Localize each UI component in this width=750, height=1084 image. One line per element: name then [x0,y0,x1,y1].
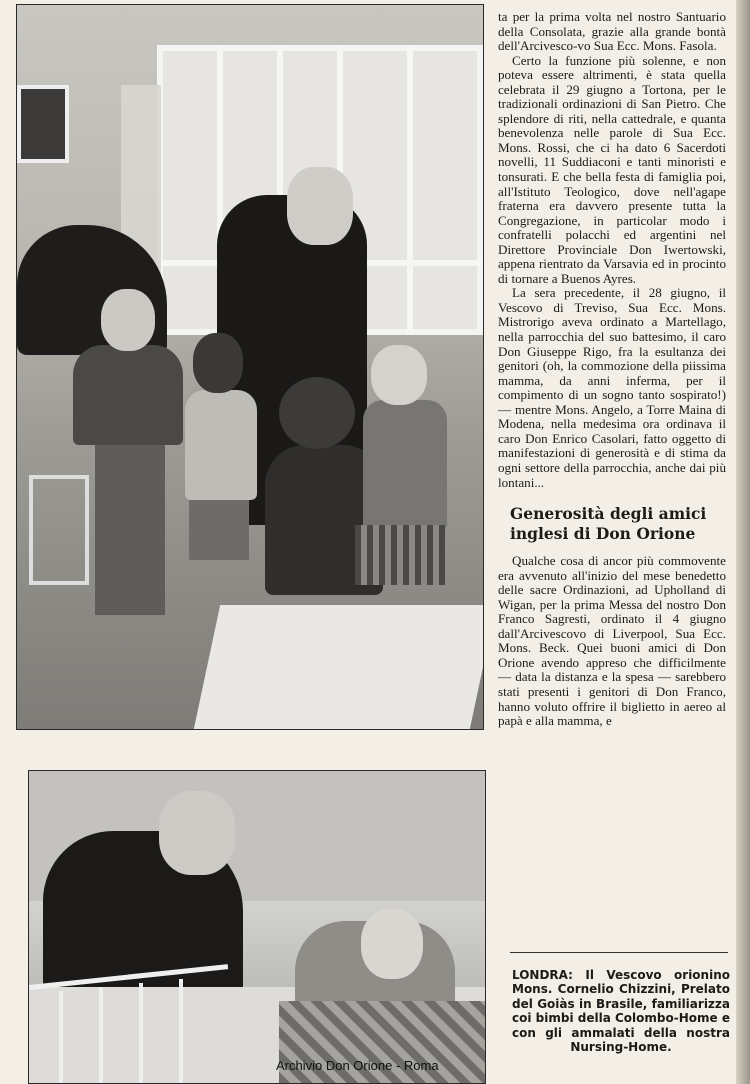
photo-bishop-with-patient [28,770,486,1084]
page-edge-shadow [736,0,750,1084]
photo-bishop-with-children [16,4,484,730]
article-paragraph: Qualche cosa di ancor più commovente era avvenuto all'inizio del mese benedetto delle sacre Ordinazioni, ad Upholland di Wigan, per la prima Messa del nostro Don Franco Sagresti, ordinato il 4 giugno dall'Arcivescovo di Liverpool, Sua Ecc. Mons. Beck. Quei buoni amici di Don Orione avendo appreso che difficilmente — data la distanza e la spesa — sarebbero stati presenti i genitori di Don Franco, hanno voluto offrire il biglietto in aereo al papà e alla mamma, e [498,553,726,729]
caption-divider [510,952,728,953]
article-text-column [498,10,726,729]
archive-watermark: Archivio Don Orione - Roma [276,1058,439,1073]
article-paragraph: La sera precedente, il 28 giugno, il Vescovo di Treviso, Sua Ecc. Mons. Mistrorigo aveva ordinato a Martellago, nella parrocchia del suo battesimo, il caro Don Giuseppe Rigo, fra la esultanza dei genitori (oh, la commozione della piissima mamma, da anni inferma, per il compimento di un sogno tanto sospirato!) — mentre Mons. Angelo, a Torre Maina di Modena, nella medesima ora ordinava il caro Don Enrico Casolari, fatto oggetto di manifestazioni di generosità e di stima da ogni settore della parrocchia, anche dai più lontani... [498,285,726,490]
photo-caption: LONDRA: Il Vescovo orionino Mons. Cornelio Chizzini, Prelato del Goiàs in Brasile, familiarizza coi bimbi della Colombo-Home e con gli ammalati della nostra Nursing-Home. [512,968,730,1055]
article-paragraph: Certo la funzione più solenne, e non poteva essere altrimenti, è stata quella celebrata il 29 giugno a Tortona, per le tradizionali ordinazioni di San Pietro. Che splendore di riti, nella cattedrale, e quanta benevolenza nelle parole di Sua Ecc. Mons. Rossi, che ci ha dato 6 Sacerdoti novelli, 11 Suddiaconi e tanti minoristi e tonsurati. E che bella festa di famiglia poi, all'Istituto Teologico, dove nell'agape fraterna era davvero presente tutta la Congregazione, in particolar modo i confratelli polacchi ed argentini nel Direttore Provinciale Don Iwertowski, appena rientrato da Varsavia ed in procinto di tornare a Buenos Ayres. [498,52,726,286]
article-subheading: Generosità degli amici inglesi di Don Orione [510,504,707,544]
article-paragraph: ta per la prima volta nel nostro Santuario della Consolata, grazie alla grande bontà dell'Arcivesco-vo Sua Ecc. Mons. Fasola. [498,9,726,54]
